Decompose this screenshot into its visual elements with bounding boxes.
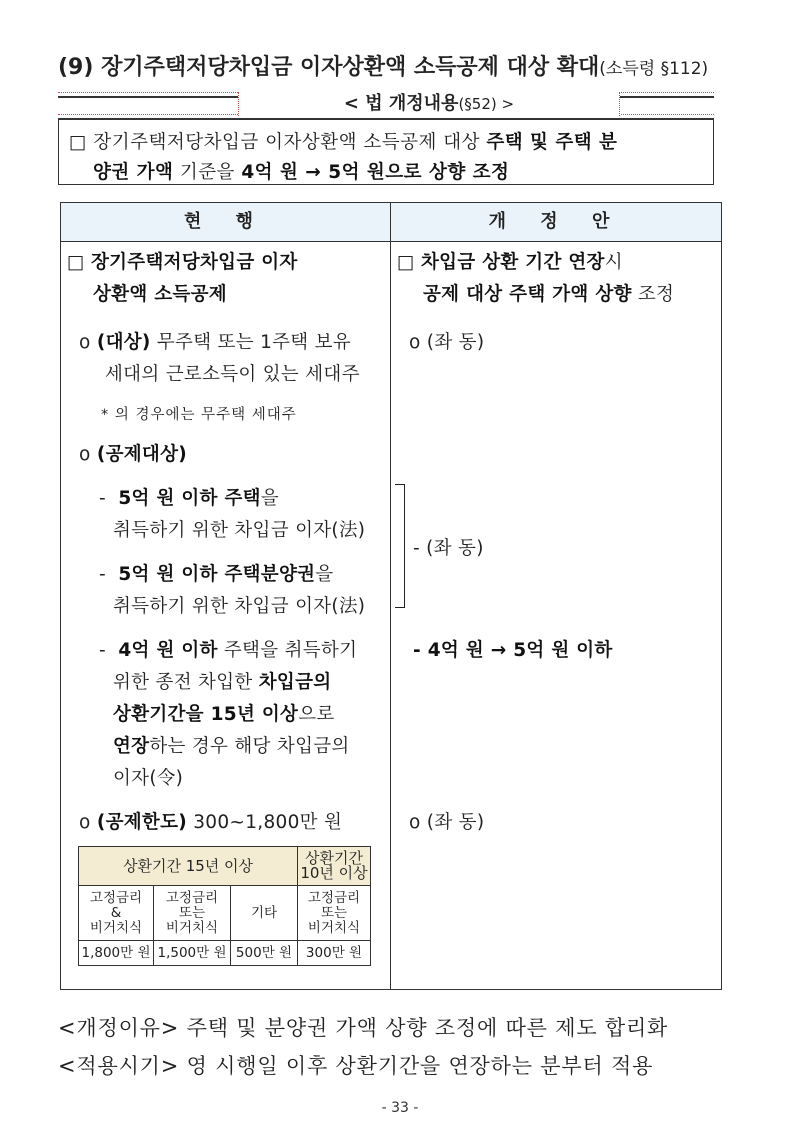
limit-value-1: 1,800만 원 — [79, 941, 154, 966]
subject-line — [79, 439, 187, 471]
proposed-box-line1 — [397, 247, 623, 279]
limit-value-4: 300만 원 — [298, 941, 371, 966]
item3-l2b: 차입금의 — [258, 672, 332, 693]
item1-tail: 을 — [260, 488, 279, 509]
limit-value-2: 1,500만 원 — [154, 941, 231, 966]
o-mark: ο — [79, 332, 91, 353]
target-line2: 세대의 근로소득이 있는 세대주 — [105, 364, 360, 385]
current-box-line2: 상환액 소득공제 — [93, 284, 227, 305]
item3-line5: 이자(令) — [113, 768, 184, 789]
limit-type-4-l2: 또는 — [320, 904, 348, 921]
header-proposed: 개 정 안 — [488, 211, 624, 232]
limit-type-3: 기타 — [231, 886, 298, 941]
limit-type-4-l1: 고정금리 — [307, 889, 361, 906]
checkbox-bullet: □ — [69, 132, 87, 153]
law-line2: 기준을 — [173, 162, 242, 183]
reason-text: 주택 및 분양권 가액 상향 조정에 따른 제도 합리화 — [179, 1016, 669, 1040]
limit-head-10y-l1: 상환기간 — [305, 849, 363, 867]
proposed-box-line2 — [423, 279, 674, 311]
law-box-header — [238, 92, 620, 116]
column-divider — [390, 203, 391, 989]
item2-line1 — [99, 559, 333, 591]
limit-text: 300~1,800만 원 — [187, 812, 343, 833]
item3-line4 — [113, 731, 350, 763]
target-text: 무주택 또는 1주택 보유 — [150, 332, 352, 353]
checkbox-bullet: □ — [67, 252, 85, 273]
reason-label: <개정이유> — [58, 1016, 180, 1040]
item3-l3b: 으로 — [298, 704, 335, 725]
limit-table-type-row — [79, 886, 371, 941]
proposed-same2: - (좌 동) — [413, 538, 484, 559]
limit-table-head — [79, 847, 371, 886]
item3-l4b: 하는 경우 해당 차입금의 — [149, 736, 350, 757]
law-line2-bold2: 4억 원 → 5억 원으로 상향 조정 — [241, 162, 510, 183]
limit-type-2-l1: 고정금리 — [165, 889, 219, 906]
footnote: * 의 경우에는 무주택 세대주 — [101, 407, 297, 423]
limit-type-1 — [79, 886, 154, 941]
limit-type-2 — [154, 886, 231, 941]
limit-table — [78, 846, 371, 966]
amendment-reason — [58, 1012, 668, 1042]
apply-text: 영 시행일 이후 상환기간을 연장하는 분부터 적용 — [179, 1054, 654, 1078]
item1-line2: 취득하기 위한 차입금 이자(法) — [113, 520, 366, 541]
current-box-text1: 장기주택저당차입금 이자 — [90, 252, 298, 273]
dash-bullet: - — [99, 640, 106, 661]
law-amendment-box — [58, 92, 714, 186]
law-line1: 장기주택저당차입금 이자상환액 소득공제 대상 — [93, 132, 487, 153]
limit-type-4 — [298, 886, 371, 941]
page-number: - 33 - — [381, 1100, 419, 1116]
limit-head-10y — [298, 847, 371, 886]
proposed-line2-bold: 공제 대상 주택 가액 상향 — [423, 284, 632, 305]
item3-line3 — [113, 699, 335, 731]
header-current: 현 행 — [183, 211, 268, 232]
item3-l3a: 상환기간을 15년 이상 — [113, 704, 299, 725]
law-line1-bold: 주택 및 주택 분 — [486, 132, 618, 153]
limit-type-2-l2: 또는 — [178, 904, 206, 921]
law-box-body — [58, 120, 714, 185]
checkbox-bullet: □ — [397, 252, 415, 273]
target-line1 — [79, 327, 351, 359]
limit-type-1-l2: & — [110, 904, 122, 921]
proposed-line2-tail: 조정 — [631, 284, 675, 305]
table-header-row — [61, 203, 721, 242]
o-mark: ο — [79, 444, 91, 465]
proposed-same3: ο (좌 동) — [409, 812, 485, 833]
grouping-bracket — [395, 484, 405, 608]
limit-label: (공제한도) — [96, 812, 188, 833]
proposed-same1: ο (좌 동) — [409, 332, 485, 353]
apply-label: <적용시기> — [58, 1054, 180, 1078]
limit-type-2-l3: 비거치식 — [165, 919, 219, 936]
limit-value-3: 500만 원 — [231, 941, 298, 966]
limit-line — [79, 807, 342, 839]
law-line2-bold: 양권 가액 — [93, 162, 174, 183]
limit-type-1-l1: 고정금리 — [89, 889, 143, 906]
item3-l2a: 위한 종전 차입한 — [113, 672, 259, 693]
item3-line1 — [99, 635, 357, 667]
current-box-line1 — [67, 247, 298, 279]
law-box-header-ref: (§52) > — [458, 95, 515, 113]
limit-head-15y: 상환기간 15년 이상 — [79, 847, 298, 886]
item3-tail: 주택을 취득하기 — [217, 640, 358, 661]
item2-line2: 취득하기 위한 차입금 이자(法) — [113, 596, 366, 617]
item3-l4a: 연장 — [113, 736, 150, 757]
proposed-line1-bold: 차입금 상환 기간 연장 — [420, 252, 605, 273]
limit-type-1-l3: 비거치식 — [89, 919, 143, 936]
section-title — [58, 50, 708, 81]
item3-line2 — [113, 667, 331, 699]
proposed-change: - 4억 원 → 5억 원 이하 — [413, 640, 613, 661]
effective-date — [58, 1050, 653, 1080]
item1-bold: 5억 원 이하 주택 — [118, 488, 261, 509]
item1-line1 — [99, 483, 279, 515]
subject-label: (공제대상) — [96, 444, 188, 465]
proposed-line1-tail: 시 — [604, 252, 623, 273]
limit-table-value-row — [79, 941, 371, 966]
limit-type-4-l3: 비거치식 — [307, 919, 361, 936]
o-mark: ο — [79, 812, 91, 833]
law-box-header-text: < 법 개정내용 — [343, 93, 459, 114]
item2-bold: 5억 원 이하 주택분양권 — [118, 564, 316, 585]
section-ref: (소득령 §112) — [599, 59, 709, 79]
dash-bullet: - — [99, 564, 106, 585]
limit-head-10y-l2: 10년 이상 — [300, 864, 368, 882]
law-box-text — [69, 128, 705, 188]
target-label: (대상) — [96, 332, 151, 353]
dash-bullet: - — [99, 488, 106, 509]
item3-bold: 4억 원 이하 — [118, 640, 218, 661]
section-title-text: (9) 장기주택저당차입금 이자상환액 소득공제 대상 확대 — [58, 55, 600, 80]
item2-tail: 을 — [315, 564, 334, 585]
